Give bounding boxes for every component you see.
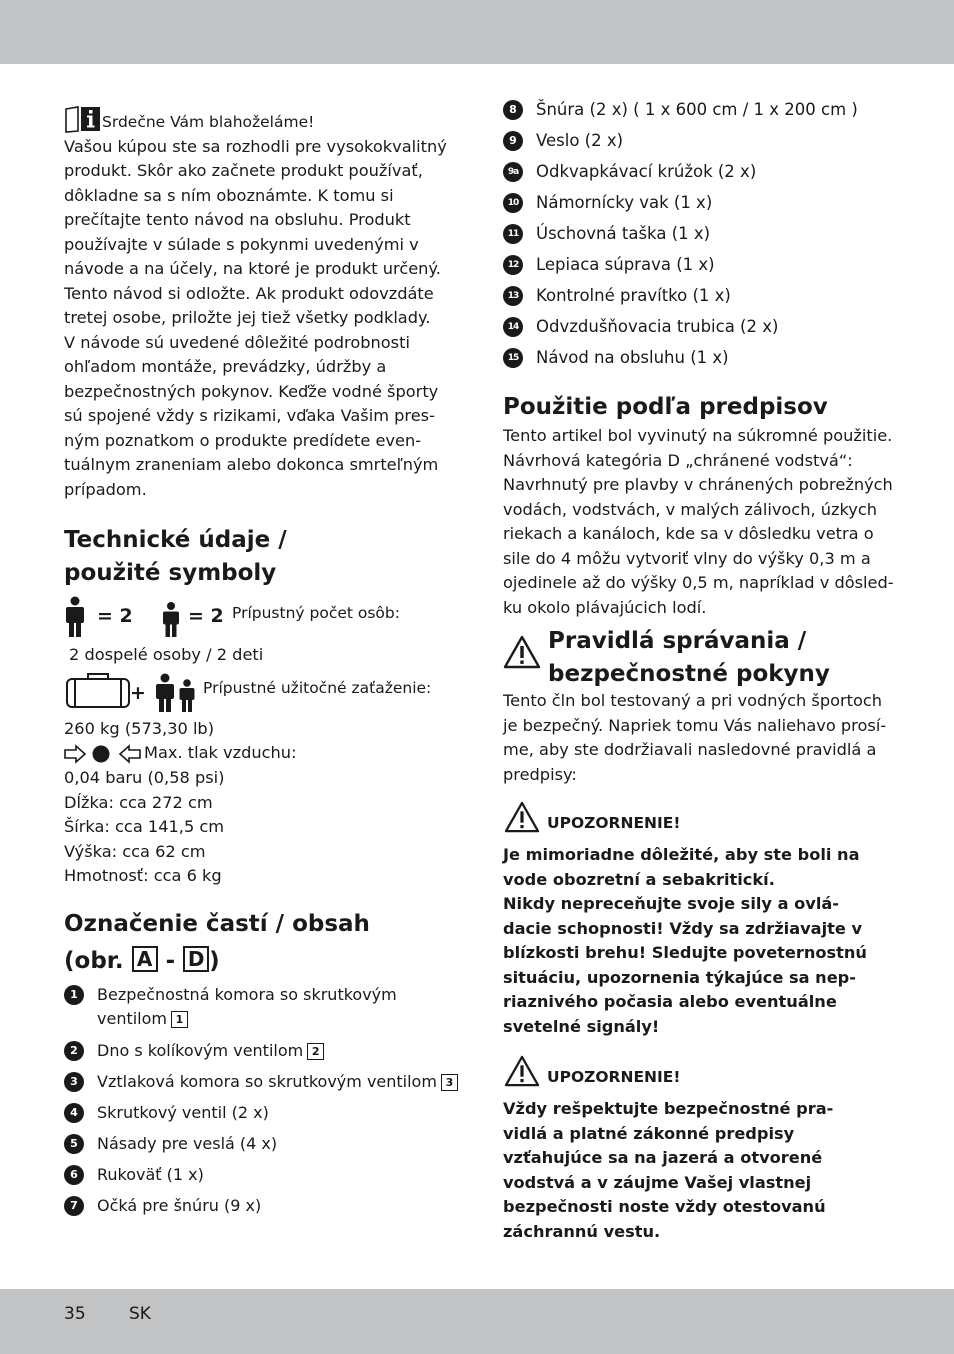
text-line: ohľadom montáže, prevádzky, údržby a bbox=[64, 357, 387, 376]
part-number-badge: 5 bbox=[64, 1134, 84, 1154]
part-number-badge: 6 bbox=[64, 1165, 84, 1185]
text-line: vodách, vodstvách, v malých zálivoch, úzkych bbox=[503, 499, 878, 519]
text-line: Vždy rešpektujte bezpečnostné pra- bbox=[503, 1099, 834, 1118]
part-number-badge: 4 bbox=[64, 1103, 84, 1123]
parts-title-1: Označenie častí / obsah bbox=[64, 911, 370, 937]
persons-row bbox=[64, 596, 454, 640]
part-label: Násady pre veslá (4 x) bbox=[97, 1134, 278, 1153]
child-person-icon-2 bbox=[178, 679, 196, 713]
text-line: situáciu, upozornenia týkajúce sa nep- bbox=[503, 967, 856, 987]
text-line: Tento návod si odložte. Ak produkt odovzdáte bbox=[64, 283, 434, 303]
tech-title-2: použité symboly bbox=[64, 560, 277, 586]
text-line: Je mimoriadne dôležité, aby ste boli na bbox=[503, 845, 860, 864]
parts-title-2 bbox=[64, 945, 454, 978]
text-line: záchrannú vestu. bbox=[503, 1221, 661, 1241]
warning-triangle-icon bbox=[503, 635, 541, 669]
part-number-badge: 14 bbox=[503, 317, 523, 337]
width-value: Šírka: cca 141,5 cm bbox=[64, 817, 225, 836]
part-number-badge: 9 bbox=[503, 131, 523, 151]
air-pressure-icon bbox=[64, 744, 142, 764]
text-line: Tento artikel bol vyvinutý na súkromné použitie. bbox=[503, 426, 893, 445]
weight-value: Hmotnosť: cca 6 kg bbox=[64, 866, 222, 885]
warning-1-text bbox=[503, 843, 898, 1039]
pressure-label: Max. tlak vzduchu: bbox=[144, 743, 297, 762]
warning-2-label: UPOZORNENIE! bbox=[547, 1068, 681, 1086]
part-label: Odvzdušňovacia trubica (2 x) bbox=[536, 317, 779, 336]
safety-title-2: bezpečnostné pokyny bbox=[548, 661, 830, 687]
persons-value: 2 dospelé osoby / 2 deti bbox=[69, 645, 264, 664]
info-book-icon bbox=[64, 105, 102, 132]
text-line: návode a na účely, na ktoré je produkt určený. bbox=[64, 259, 441, 278]
text-line: bezpečnostných pokynov. Keďže vodné športy bbox=[64, 381, 439, 401]
text-line: sú spojené vždy s rizikami, vďaka Vašim pres- bbox=[64, 406, 435, 425]
safety-section bbox=[503, 625, 898, 691]
part-number-badge: 9a bbox=[503, 162, 523, 182]
intro-section bbox=[64, 105, 454, 502]
text-line: prečítajte tento návod na obsluhu. Produkt bbox=[64, 210, 411, 229]
tech-values bbox=[64, 766, 224, 889]
text-line: vode obozretní a sebakritickí. bbox=[503, 869, 775, 889]
safety-title-1: Pravidlá správania / bbox=[548, 628, 807, 654]
warning-triangle-icon bbox=[504, 1055, 540, 1087]
text-line: Vašou kúpou ste sa rozhodli pre vysokokvalitný bbox=[64, 136, 447, 156]
part-number-badge: 8 bbox=[503, 100, 523, 120]
part-label-cont: ventilom bbox=[97, 1009, 167, 1028]
text-line: predpisy: bbox=[503, 764, 577, 784]
safety-body bbox=[503, 689, 898, 787]
text-line: blízkosti brehu! Sledujte poveternostnú bbox=[503, 943, 867, 962]
language-code: SK bbox=[129, 1304, 151, 1324]
text-line: používajte v súlade s pokynmi uvedenými v bbox=[64, 234, 419, 254]
part-label: Bezpečnostná komora so skrutkovým bbox=[97, 985, 397, 1004]
text-line: riekach a kanáloch, kde sa v dôsledku vetra o bbox=[503, 524, 874, 543]
text-line: Navrhnutý pre plavby v chránených pobrežných bbox=[503, 475, 893, 494]
text-line: produkt. Skôr ako začnete produkt používať, bbox=[64, 161, 423, 180]
header-bar bbox=[0, 0, 954, 64]
tech-title-1: Technické údaje / bbox=[64, 527, 287, 553]
page-number: 35 bbox=[64, 1304, 86, 1324]
text-line: me, aby ste dodržiavali nasledovné pravidlá a bbox=[503, 740, 877, 759]
text-line: sile do 4 môžu vytvoriť vlny do výšky 0,3 m a bbox=[503, 548, 871, 568]
text-line: ku okolo plávajúcich lodí. bbox=[503, 597, 707, 617]
pressure-value: 0,04 baru (0,58 psi) bbox=[64, 768, 225, 787]
part-label: Návod na obsluhu (1 x) bbox=[536, 348, 729, 367]
part-number-badge: 3 bbox=[64, 1072, 84, 1092]
intro-body bbox=[64, 135, 454, 503]
text-line: vidlá a platné zákonné predpisy bbox=[503, 1123, 795, 1143]
parts-section bbox=[64, 908, 454, 978]
figure-ref-d: D bbox=[183, 946, 209, 972]
part-figure-ref: 2 bbox=[307, 1043, 324, 1060]
adult-count: = 2 bbox=[97, 605, 133, 627]
text-line: ojedinele až do výšky 0,5 m, napríklad v dôsled- bbox=[503, 573, 894, 592]
figure-ref-a: A bbox=[132, 946, 158, 972]
load-label: Prípustné užitočné zaťaženie: bbox=[203, 679, 432, 697]
text-line: bezpečnosti noste vždy otestovanú bbox=[503, 1197, 826, 1216]
text-line: Návrhová kategória D „chránené vodstvá“: bbox=[503, 450, 853, 470]
part-figure-ref: 1 bbox=[171, 1011, 188, 1028]
text-line: riaznivého počasia alebo eventuálne bbox=[503, 992, 837, 1011]
persons-label: Prípustný počet osôb: bbox=[232, 604, 400, 622]
text-line: Nikdy nepreceňujte svoje sily a ovlá- bbox=[503, 894, 840, 913]
text-line: dacie schopnosti! Vždy sa zdržiavajte v bbox=[503, 918, 863, 938]
text-line: Tento čln bol testovaný a pri vodných športoch bbox=[503, 691, 883, 710]
parts-title-pre: (obr. bbox=[64, 948, 124, 974]
usage-title: Použitie podľa predpisov bbox=[503, 394, 828, 420]
usage-section bbox=[503, 391, 898, 620]
part-number-badge: 13 bbox=[503, 286, 523, 306]
load-value: 260 kg (573,30 lb) bbox=[64, 719, 215, 738]
part-label: Lepiaca súprava (1 x) bbox=[536, 255, 715, 274]
part-label: Šnúra (2 x) ( 1 x 600 cm / 1 x 200 cm ) bbox=[536, 100, 858, 119]
part-label: Vztlaková komora so skrutkovým ventilom bbox=[97, 1072, 437, 1091]
intro-greeting-line bbox=[64, 105, 454, 135]
text-line: svetelné signály! bbox=[503, 1016, 660, 1036]
text-line: je bezpečný. Napriek tomu Vás naliehavo prosí- bbox=[503, 715, 887, 735]
part-label: Úschovná taška (1 x) bbox=[536, 224, 711, 243]
child-count: = 2 bbox=[188, 605, 224, 627]
part-number-badge: 10 bbox=[503, 193, 523, 213]
part-label: Námornícky vak (1 x) bbox=[536, 193, 713, 212]
part-figure-ref: 3 bbox=[441, 1074, 458, 1091]
warning-2-text bbox=[503, 1097, 898, 1244]
part-label: Veslo (2 x) bbox=[536, 131, 624, 150]
part-number-badge: 12 bbox=[503, 255, 523, 275]
load-row bbox=[64, 671, 454, 715]
intro-greeting: Srdečne Vám blahoželáme! bbox=[102, 113, 315, 131]
part-label: Rukoväť (1 x) bbox=[97, 1165, 204, 1184]
text-line: ným poznatkom o produkte predídete even- bbox=[64, 430, 422, 450]
warning-1-label: UPOZORNENIE! bbox=[547, 814, 681, 832]
parts-title-post: ) bbox=[209, 948, 220, 974]
adult-person-icon bbox=[64, 596, 86, 638]
text-line: tretej osobe, priložte jej tiež všetky podklady. bbox=[64, 308, 431, 327]
child-person-icon bbox=[161, 602, 181, 638]
plus-sign: + bbox=[130, 682, 146, 704]
pressure-row bbox=[64, 741, 454, 765]
tech-section bbox=[64, 524, 454, 590]
part-number-badge: 7 bbox=[64, 1196, 84, 1216]
text-line: vodstvá a v záujme Vašej vlastnej bbox=[503, 1172, 812, 1192]
part-number-badge: 1 bbox=[64, 985, 84, 1005]
part-number-badge: 2 bbox=[64, 1041, 84, 1061]
height-value: Výška: cca 62 cm bbox=[64, 841, 206, 861]
part-number-badge: 15 bbox=[503, 348, 523, 368]
usage-body bbox=[503, 424, 898, 620]
text-line: dôkladne sa s ním oboznámte. K tomu si bbox=[64, 185, 394, 205]
adult-person-icon-2 bbox=[154, 673, 176, 713]
part-label: Odkvapkávací krúžok (2 x) bbox=[536, 162, 757, 181]
luggage-icon bbox=[64, 671, 132, 711]
part-label: Očká pre šnúru (9 x) bbox=[97, 1196, 262, 1215]
length-value: Dĺžka: cca 272 cm bbox=[64, 792, 213, 812]
part-label: Dno s kolíkovým ventilom bbox=[97, 1041, 304, 1060]
text-line: vzťahujúce sa na jazerá a otvorené bbox=[503, 1148, 823, 1167]
part-label: Skrutkový ventil (2 x) bbox=[97, 1103, 269, 1122]
text-line: V návode sú uvedené dôležité podrobnosti bbox=[64, 332, 410, 352]
text-line: prípadom. bbox=[64, 479, 147, 499]
part-label: Kontrolné pravítko (1 x) bbox=[536, 286, 731, 305]
part-number-badge: 11 bbox=[503, 224, 523, 244]
parts-title-dash: - bbox=[165, 948, 176, 974]
text-line: tuálnym zraneniam alebo dokonca smrteľným bbox=[64, 455, 439, 474]
warning-triangle-icon bbox=[504, 801, 540, 833]
